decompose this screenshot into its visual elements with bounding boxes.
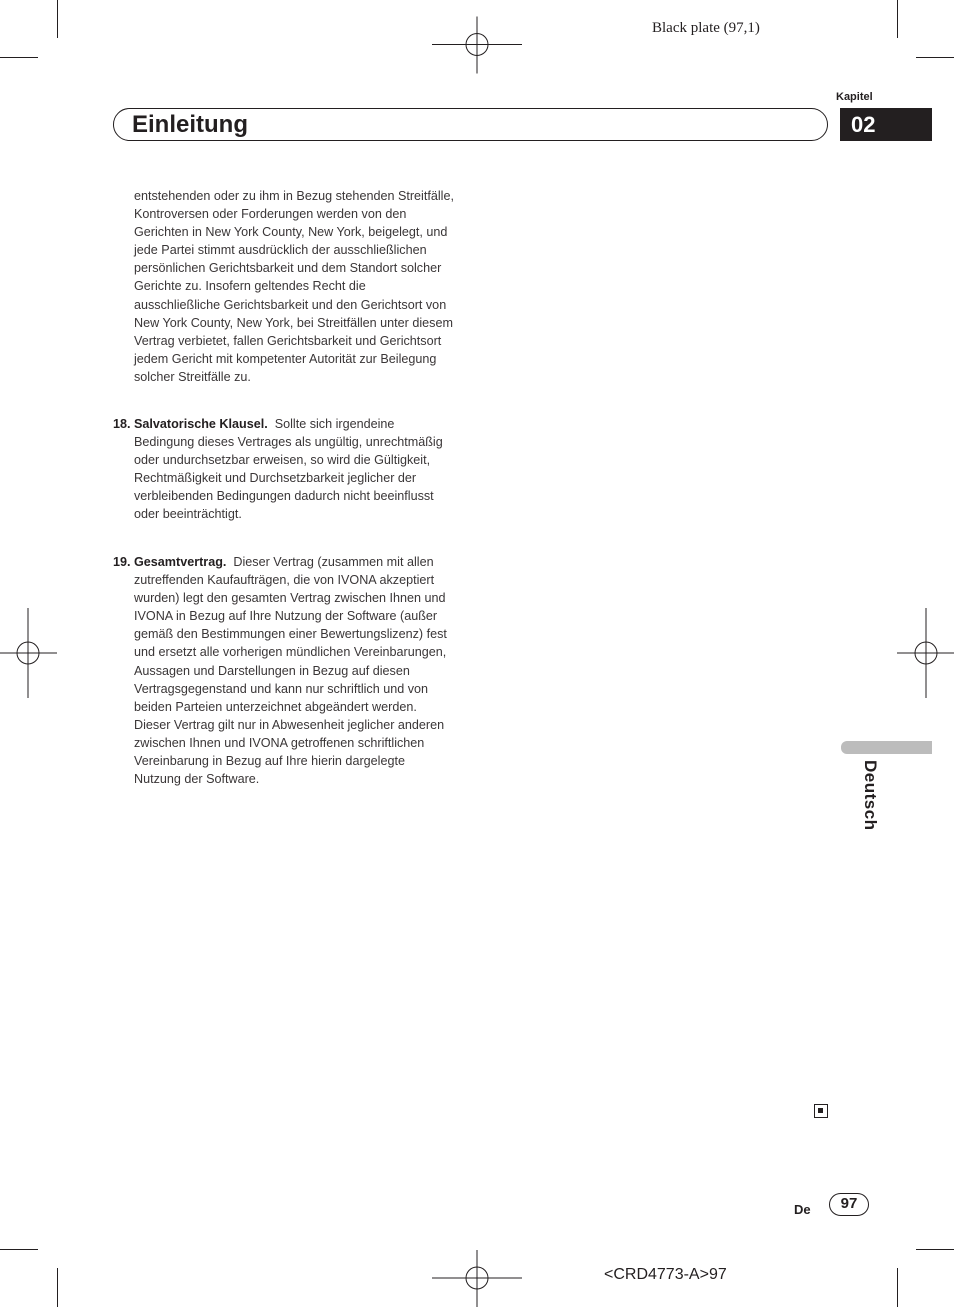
chapter-number-box (840, 108, 932, 141)
crop-mark (916, 1249, 954, 1250)
crop-mark (57, 0, 58, 38)
paragraph-text: entstehenden oder zu ihm in Bezug stehenden Streitfälle, Kontroversen oder Forderungen werden von den Gerichten in New York County, New York, beigelegt, und jede Partei stimmt ausdrücklich der ausschließlichen persönlichen Gerichtsbarkeit und dem Standort solcher Gerichte zu. Insofern geltendes Recht die ausschließliche Gerichtsbarkeit und den Gerichtsort von New York County, New York, bei Streitfällen unter diesem Vertrag verbietet, fallen Gerichtsbarkeit und Gerichtsort jedem Gericht mit kompetenter Autorität zur Beilegung solcher Streitfälle zu. (134, 189, 454, 384)
section-end-icon (814, 1104, 828, 1118)
page-number-box (829, 1193, 869, 1216)
item-number: 18. (113, 417, 131, 431)
language-code: De (794, 1202, 811, 1217)
crop-mark (0, 1249, 38, 1250)
continued-paragraph (134, 187, 454, 386)
list-item (134, 553, 454, 788)
document-code: <CRD4773-A>97 (604, 1266, 727, 1283)
list-item (134, 415, 454, 524)
crop-mark (916, 57, 954, 58)
crop-mark (0, 57, 38, 58)
plate-label: Black plate (97,1) (652, 20, 760, 36)
item-number: 19. (113, 555, 131, 569)
chapter-label: Kapitel (836, 91, 873, 103)
crop-mark (57, 1268, 58, 1307)
item-heading: Salvatorische Klausel. (134, 417, 268, 431)
registration-mark-icon (897, 608, 954, 698)
page-title: Einleitung (132, 111, 248, 138)
registration-mark-icon (432, 0, 522, 90)
language-tab-bar (841, 741, 932, 754)
crop-mark (897, 0, 898, 38)
chapter-title-box (113, 108, 828, 141)
crop-mark (897, 1268, 898, 1307)
item-heading: Gesamtvertrag. (134, 555, 227, 569)
registration-mark-icon (0, 608, 57, 698)
item-text: Sollte sich irgendeine Bedingung dieses Vertrages als ungültig, unrechtmäßig oder undurchsetzbar erweisen, so wird die Gültigkeit, Rechtmäßigkeit und Durchsetzbarkeit jeglicher der verbleibenden Bedingungen dadurch nicht beeinflusst oder beeinträchtigt. (134, 417, 443, 522)
item-text: Dieser Vertrag (zusammen mit allen zutreffenden Kaufaufträgen, die von IVONA akzeptiert wurden) legt den gesamten Vertrag zwischen Ihnen und IVONA in Bezug auf Ihre Nutzung der Software (außer gemäß den Bestimmungen einer Bewertungslizenz) fest und ersetzt alle vorherigen mündlichen Vereinbarungen, Aussagen und Darstellungen in Bezug auf diesen Vertragsgegenstand und kann nur schriftlich und von beiden Parteien unterzeichnet abgeändert werden. Dieser Vertrag gilt nur in Abwesenheit jeglicher anderen zwischen Ihnen und IVONA getroffenen schriftlichen Vereinbarung in Bezug auf Ihre hierin dargelegte Nutzung der Software. (134, 555, 447, 787)
language-tab-label: Deutsch (861, 760, 880, 831)
registration-mark-icon (432, 1250, 522, 1307)
chapter-number: 02 (851, 112, 876, 137)
page-number: 97 (840, 1195, 858, 1212)
